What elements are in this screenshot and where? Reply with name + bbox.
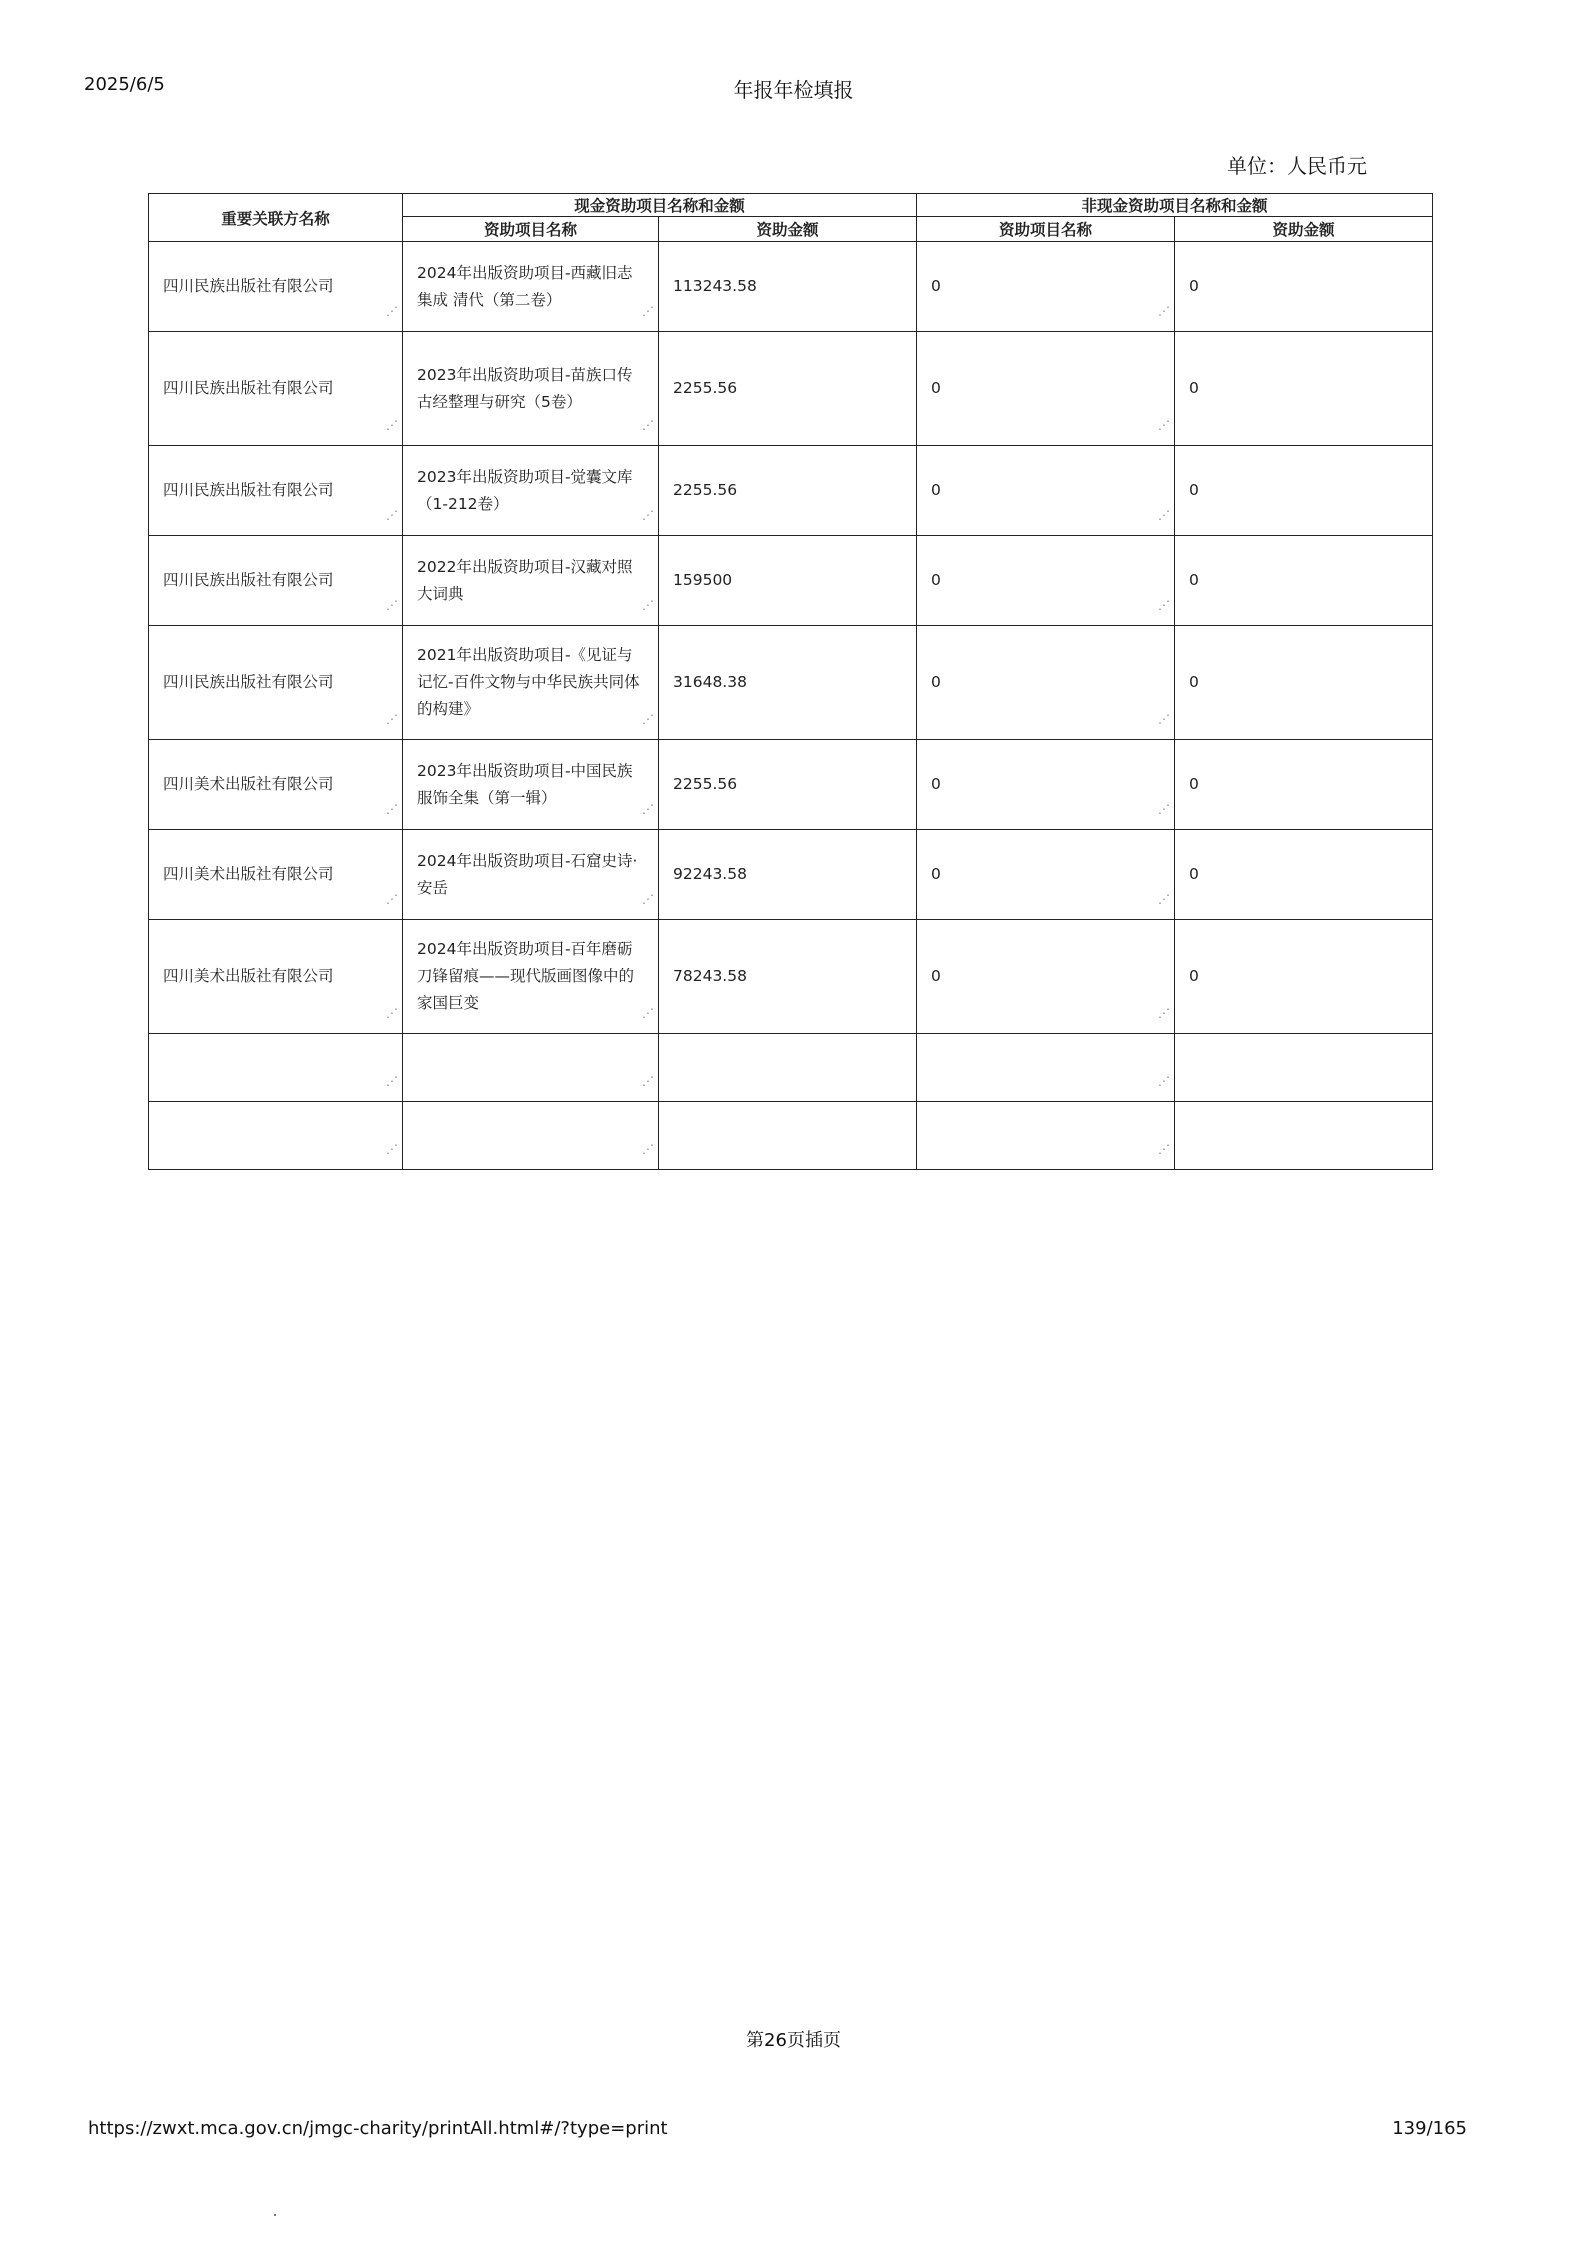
related-party-cell[interactable] — [149, 830, 403, 920]
resize-grip-icon[interactable]: ⋰ — [386, 712, 398, 726]
related-party-cell[interactable] — [149, 1102, 403, 1170]
related-party-cell-text: 四川民族出版社有限公司 — [163, 673, 334, 691]
noncash-project-name-cell[interactable] — [917, 626, 1175, 740]
related-party-grants-table — [148, 193, 1433, 1170]
cash-amount-cell[interactable] — [659, 740, 917, 830]
header-related-party: 重要关联方名称 — [149, 194, 403, 242]
noncash-project-name-cell-text: 0 — [931, 277, 941, 295]
resize-grip-icon[interactable]: ⋰ — [1158, 712, 1171, 726]
header-cash-project-name: 资助项目名称 — [403, 217, 659, 242]
noncash-amount-cell[interactable] — [1175, 332, 1433, 446]
noncash-project-name-cell[interactable] — [917, 1034, 1175, 1102]
cash-project-name-cell[interactable] — [403, 830, 659, 920]
related-party-cell-text: 四川美术出版社有限公司 — [163, 775, 334, 793]
noncash-project-name-cell[interactable] — [917, 740, 1175, 830]
resize-grip-icon[interactable]: ⋰ — [386, 1006, 398, 1020]
resize-grip-icon[interactable]: ⋰ — [642, 892, 654, 906]
related-party-cell[interactable] — [149, 446, 403, 536]
cash-project-name-cell-text: 2024年出版资助项目-百年磨砺 刀锋留痕——现代版画图像中的家国巨变 — [417, 940, 635, 1012]
noncash-project-name-cell-text: 0 — [931, 775, 941, 793]
cash-project-name-cell[interactable] — [403, 242, 659, 332]
cash-project-name-cell[interactable] — [403, 626, 659, 740]
page-title: 年报年检填报 — [733, 78, 854, 102]
related-party-cell[interactable] — [149, 626, 403, 740]
resize-grip-icon[interactable]: ⋰ — [642, 1006, 654, 1020]
noncash-project-name-cell-text: 0 — [931, 379, 941, 397]
noncash-amount-cell-text: 0 — [1189, 967, 1199, 985]
cash-amount-cell[interactable] — [659, 830, 917, 920]
resize-grip-icon[interactable]: ⋰ — [642, 598, 654, 612]
table-row — [149, 1102, 1433, 1170]
cash-project-name-cell[interactable] — [403, 536, 659, 626]
page-insert-label: 第26页插页 — [746, 2030, 841, 2051]
related-party-cell[interactable] — [149, 920, 403, 1034]
table-row — [149, 1034, 1433, 1102]
cash-amount-cell-text: 78243.58 — [673, 967, 747, 985]
related-party-cell[interactable] — [149, 242, 403, 332]
noncash-amount-cell[interactable] — [1175, 446, 1433, 536]
noncash-project-name-cell[interactable] — [917, 242, 1175, 332]
table-row — [149, 536, 1433, 626]
related-party-cell[interactable] — [149, 740, 403, 830]
resize-grip-icon[interactable]: ⋰ — [642, 304, 654, 318]
cash-amount-cell[interactable] — [659, 332, 917, 446]
cash-project-name-cell[interactable] — [403, 332, 659, 446]
cash-amount-cell-text: 92243.58 — [673, 865, 747, 883]
cash-project-name-cell[interactable] — [403, 920, 659, 1034]
resize-grip-icon[interactable]: ⋰ — [642, 712, 654, 726]
noncash-amount-cell[interactable] — [1175, 1102, 1433, 1170]
resize-grip-icon[interactable]: ⋰ — [1158, 802, 1171, 816]
noncash-project-name-cell[interactable] — [917, 1102, 1175, 1170]
noncash-project-name-cell-text: 0 — [931, 865, 941, 883]
table-row — [149, 626, 1433, 740]
table-row — [149, 830, 1433, 920]
cash-amount-cell[interactable] — [659, 626, 917, 740]
noncash-project-name-cell[interactable] — [917, 536, 1175, 626]
noncash-amount-cell[interactable] — [1175, 626, 1433, 740]
noncash-amount-cell[interactable] — [1175, 1034, 1433, 1102]
currency-unit: 单位：人民币元 — [1227, 154, 1367, 178]
page-counter: 139/165 — [1392, 2118, 1467, 2139]
cash-amount-cell[interactable] — [659, 1102, 917, 1170]
noncash-project-name-cell-text: 0 — [931, 571, 941, 589]
noncash-amount-cell-text: 0 — [1189, 277, 1199, 295]
noncash-amount-cell-text: 0 — [1189, 775, 1199, 793]
related-party-cell-text: 四川民族出版社有限公司 — [163, 277, 334, 295]
resize-grip-icon[interactable]: ⋰ — [386, 802, 398, 816]
cash-project-name-cell-text: 2021年出版资助项目-《见证与记忆-百件文物与中华民族共同体的构建》 — [417, 646, 640, 718]
related-party-cell-text: 四川美术出版社有限公司 — [163, 967, 334, 985]
cash-project-name-cell[interactable] — [403, 1034, 659, 1102]
header-noncash-amount: 资助金额 — [1175, 217, 1433, 242]
noncash-amount-cell-text: 0 — [1189, 865, 1199, 883]
cash-project-name-cell-text: 2024年出版资助项目-西藏旧志集成 清代（第二卷） — [417, 263, 633, 309]
noncash-amount-cell[interactable] — [1175, 740, 1433, 830]
resize-grip-icon[interactable]: ⋰ — [386, 598, 398, 612]
cash-amount-cell-text: 113243.58 — [673, 277, 757, 295]
page-url: https://zwxt.mca.gov.cn/jmgc-charity/printAll.html#/?type=print — [88, 2118, 668, 2139]
noncash-project-name-cell[interactable] — [917, 332, 1175, 446]
resize-grip-icon[interactable]: ⋰ — [386, 892, 398, 906]
table-row — [149, 242, 1433, 332]
resize-grip-icon[interactable]: ⋰ — [1158, 1142, 1171, 1156]
table-row — [149, 446, 1433, 536]
table-row — [149, 740, 1433, 830]
noncash-amount-cell-text: 0 — [1189, 481, 1199, 499]
resize-grip-icon[interactable]: ⋰ — [642, 1074, 654, 1088]
resize-grip-icon[interactable]: ⋰ — [1158, 508, 1171, 522]
resize-grip-icon[interactable]: ⋰ — [1158, 1074, 1171, 1088]
noncash-project-name-cell[interactable] — [917, 446, 1175, 536]
noncash-amount-cell-text: 0 — [1189, 673, 1199, 691]
noncash-amount-cell[interactable] — [1175, 920, 1433, 1034]
related-party-cell-text: 四川美术出版社有限公司 — [163, 865, 334, 883]
resize-grip-icon[interactable]: ⋰ — [386, 1142, 398, 1156]
noncash-project-name-cell-text: 0 — [931, 673, 941, 691]
noncash-project-name-cell-text: 0 — [931, 967, 941, 985]
cash-amount-cell[interactable] — [659, 536, 917, 626]
cash-project-name-cell[interactable] — [403, 740, 659, 830]
resize-grip-icon[interactable]: ⋰ — [1158, 304, 1171, 318]
cash-amount-cell-text: 2255.56 — [673, 379, 738, 397]
cash-amount-cell[interactable] — [659, 1034, 917, 1102]
noncash-project-name-cell[interactable] — [917, 920, 1175, 1034]
resize-grip-icon[interactable]: ⋰ — [386, 418, 398, 432]
table-body — [149, 242, 1433, 1170]
noncash-amount-cell-text: 0 — [1189, 379, 1199, 397]
cash-amount-cell-text: 2255.56 — [673, 481, 738, 499]
related-party-cell-text: 四川民族出版社有限公司 — [163, 379, 334, 397]
cash-project-name-cell-text: 2023年出版资助项目-中国民族服饰全集（第一辑） — [417, 761, 633, 807]
table-row — [149, 332, 1433, 446]
print-date: 2025/6/5 — [84, 74, 165, 95]
cash-amount-cell[interactable] — [659, 920, 917, 1034]
noncash-amount-cell[interactable] — [1175, 536, 1433, 626]
cash-amount-cell-text: 31648.38 — [673, 673, 747, 691]
resize-grip-icon[interactable]: ⋰ — [1158, 892, 1171, 906]
cash-project-name-cell-text: 2023年出版资助项目-觉囊文库（1-212卷） — [417, 467, 633, 513]
resize-grip-icon[interactable]: ⋰ — [386, 508, 398, 522]
cash-project-name-cell-text: 2023年出版资助项目-苗族口传古经整理与研究（5卷） — [417, 365, 633, 411]
header-cash-group: 现金资助项目名称和金额 — [403, 194, 917, 217]
header-noncash-group: 非现金资助项目名称和金额 — [917, 194, 1433, 217]
scan-speck — [274, 2214, 276, 2216]
noncash-amount-cell[interactable] — [1175, 242, 1433, 332]
resize-grip-icon[interactable]: ⋰ — [642, 802, 654, 816]
resize-grip-icon[interactable]: ⋰ — [386, 304, 398, 318]
noncash-project-name-cell[interactable] — [917, 830, 1175, 920]
cash-amount-cell[interactable] — [659, 446, 917, 536]
cash-project-name-cell[interactable] — [403, 446, 659, 536]
related-party-cell[interactable] — [149, 1034, 403, 1102]
header-noncash-project-name: 资助项目名称 — [917, 217, 1175, 242]
resize-grip-icon[interactable]: ⋰ — [1158, 598, 1171, 612]
related-party-cell-text: 四川民族出版社有限公司 — [163, 571, 334, 589]
header-cash-amount: 资助金额 — [659, 217, 917, 242]
resize-grip-icon[interactable]: ⋰ — [642, 418, 654, 432]
resize-grip-icon[interactable]: ⋰ — [1158, 1006, 1171, 1020]
resize-grip-icon[interactable]: ⋰ — [642, 508, 654, 522]
related-party-cell-text: 四川民族出版社有限公司 — [163, 481, 334, 499]
cash-project-name-cell[interactable] — [403, 1102, 659, 1170]
resize-grip-icon[interactable]: ⋰ — [386, 1074, 398, 1088]
noncash-amount-cell[interactable] — [1175, 830, 1433, 920]
cash-amount-cell-text: 2255.56 — [673, 775, 738, 793]
related-party-cell[interactable] — [149, 536, 403, 626]
noncash-amount-cell-text: 0 — [1189, 571, 1199, 589]
cash-amount-cell-text: 159500 — [673, 571, 733, 589]
table-row — [149, 920, 1433, 1034]
cash-amount-cell[interactable] — [659, 242, 917, 332]
resize-grip-icon[interactable]: ⋰ — [642, 1142, 654, 1156]
cash-project-name-cell-text: 2024年出版资助项目-石窟史诗·安岳 — [417, 851, 638, 897]
noncash-project-name-cell-text: 0 — [931, 481, 941, 499]
cash-project-name-cell-text: 2022年出版资助项目-汉藏对照大词典 — [417, 557, 633, 603]
resize-grip-icon[interactable]: ⋰ — [1158, 418, 1171, 432]
related-party-cell[interactable] — [149, 332, 403, 446]
